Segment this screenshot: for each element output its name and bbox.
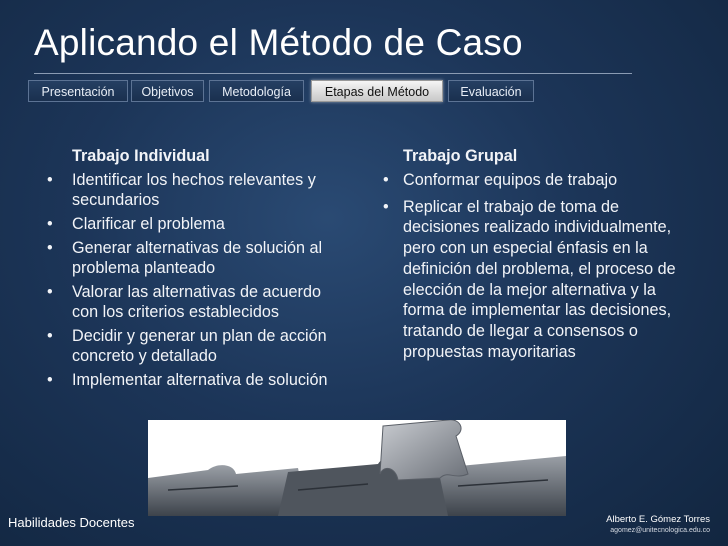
list-item: • Identificar los hechos relevantes y secundarios bbox=[47, 171, 316, 209]
slide-title: Aplicando el Método de Caso bbox=[34, 22, 523, 63]
list-item: • Clarificar el problema bbox=[47, 215, 225, 233]
bullet-icon: • bbox=[47, 171, 53, 189]
course-name: Habilidades Docentes bbox=[8, 515, 135, 530]
group-work-heading: Trabajo Grupal bbox=[403, 147, 518, 165]
puzzle-pieces-image bbox=[148, 420, 566, 516]
individual-work-list bbox=[40, 170, 340, 390]
tab-objetivos[interactable]: Objetivos bbox=[131, 80, 204, 102]
list-item: • Replicar el trabajo de toma de decisiones realizado individualmente, pero con un especial énfasis en la definición del problema, el proceso de elección de la mejor alternativa y la forma de implementar las decisiones, tratando de llegar a consensos o propuestas mayoritarias bbox=[383, 197, 676, 361]
individual-work-heading: Trabajo Individual bbox=[72, 147, 210, 165]
bullet-icon: • bbox=[383, 171, 389, 189]
group-work-list bbox=[383, 170, 693, 362]
bullet-icon: • bbox=[47, 327, 53, 345]
tab-evaluacion[interactable]: Evaluación bbox=[448, 80, 534, 102]
bullet-icon: • bbox=[47, 239, 53, 257]
bullet-icon: • bbox=[47, 283, 53, 301]
bullet-icon: • bbox=[47, 215, 53, 233]
tab-metodologia[interactable]: Metodología bbox=[209, 80, 304, 102]
list-item: • Conformar equipos de trabajo bbox=[383, 171, 618, 189]
author-email: agomez@unitecnologica.edu.co bbox=[610, 527, 710, 534]
individual-work-column bbox=[40, 146, 340, 394]
list-item: • Generar alternativas de solución al problema planteado bbox=[47, 239, 323, 277]
bullet-icon: • bbox=[383, 197, 389, 216]
bullet-icon: • bbox=[47, 371, 53, 389]
author-name: Alberto E. Gómez Torres bbox=[606, 514, 710, 525]
group-work-column bbox=[383, 146, 693, 368]
list-item: • Decidir y generar un plan de acción concreto y detallado bbox=[47, 327, 327, 365]
author-block bbox=[606, 514, 710, 534]
list-item: • Valorar las alternativas de acuerdo con los criterios establecidos bbox=[47, 283, 321, 321]
title-divider bbox=[34, 73, 632, 74]
tab-etapas-del-metodo[interactable]: Etapas del Método bbox=[311, 80, 443, 102]
list-item: • Implementar alternativa de solución bbox=[47, 371, 328, 389]
tab-presentacion[interactable]: Presentación bbox=[28, 80, 128, 102]
